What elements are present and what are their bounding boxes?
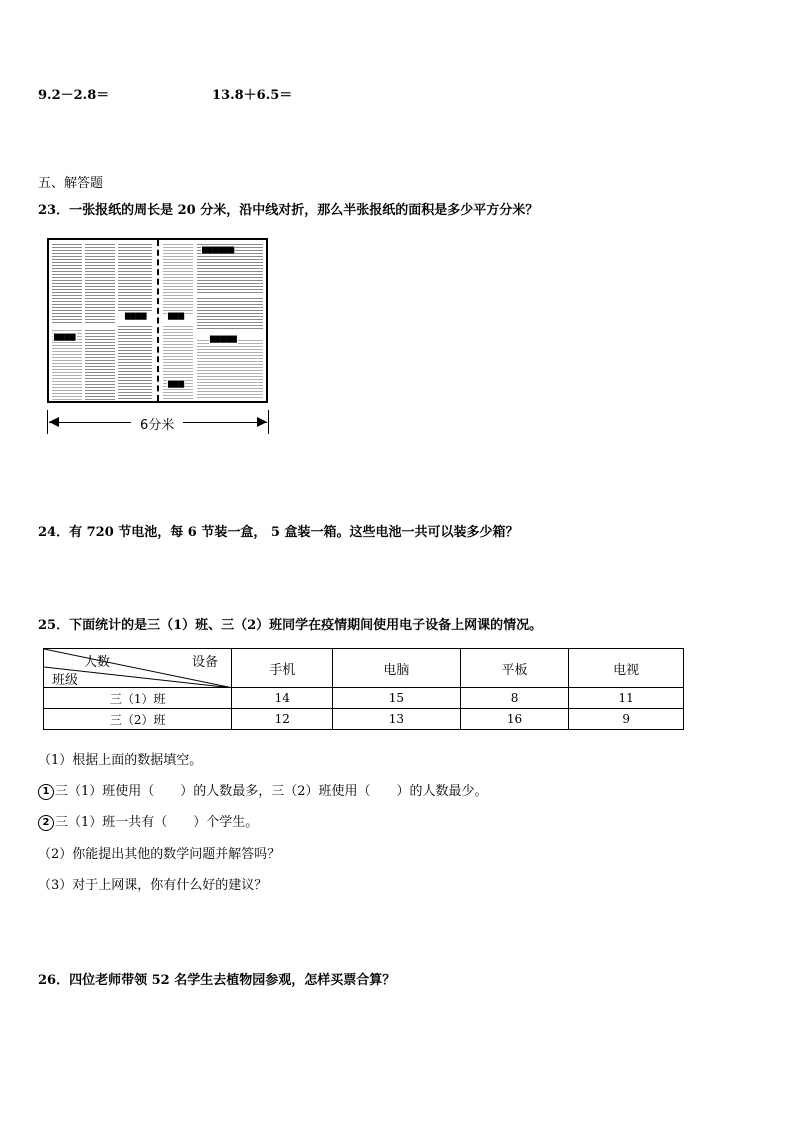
newspaper-headline: ▇▇▇▇▇ (210, 335, 237, 343)
stats-table (43, 648, 684, 730)
question-26: 26．四位老师带领 52 名学生去植物园参观，怎样买票合算？ (38, 973, 396, 988)
table-cell: 12 (232, 709, 333, 730)
column-header: 电视 (569, 649, 684, 688)
question-23: 23．一张报纸的周长是 20 分米，沿中线对折，那么半张报纸的面积是多少平方分米？ (38, 203, 539, 218)
newspaper-headline: ▇▇▇ (168, 312, 185, 320)
calc-expression-2: 13.8＋6.5＝ (212, 88, 293, 103)
dimension-tick-right (268, 410, 269, 434)
table-cell: 15 (333, 688, 461, 709)
table-cell: 16 (460, 709, 569, 730)
dimension-tick-left (47, 410, 48, 434)
column-header: 电脑 (333, 649, 461, 688)
column-header: 平板 (460, 649, 569, 688)
dimension-line-left (49, 422, 131, 423)
newspaper-headline: ▇▇▇▇ (125, 312, 147, 320)
dimension-label: 6分米 (140, 418, 175, 433)
corner-label-device: 设备 (192, 655, 219, 670)
corner-label-count: 人数 (84, 655, 111, 670)
corner-label-class: 班级 (52, 673, 79, 688)
circled-number-1: 1 (38, 784, 54, 800)
section-title: 五、解答题 (38, 176, 104, 191)
question-25: 25．下面统计的是三（1）班、三（2）班同学在疫情期间使用电子设备上网课的情况。 (38, 618, 543, 633)
column-header: 手机 (232, 649, 333, 688)
arrow-right-icon (257, 417, 267, 427)
table-cell: 8 (460, 688, 569, 709)
arrow-left-icon (49, 417, 59, 427)
circled-number-2: 2 (38, 815, 54, 831)
fill-item-2 (38, 811, 258, 831)
table-header-row (44, 649, 684, 688)
table-corner-cell (44, 649, 232, 688)
sub-question-1: （1）根据上面的数据填空。 (38, 753, 203, 768)
calc-expression-1: 9.2－2.8＝ (38, 88, 110, 103)
question-24: 24．有 720 节电池，每 6 节装一盒， 5 盒装一箱。这些电池一共可以装多少箱？ (38, 525, 519, 540)
row-label: 三（2）班 (44, 709, 232, 730)
fill-item-1-text: 三（1）班使用（ ）的人数最多，三（2）班使用（ ）的人数最少。 (55, 784, 488, 799)
fill-item-2-text: 三（1）班一共有（ ）个学生。 (55, 815, 259, 830)
newspaper-headline: ▇▇▇▇ (54, 333, 76, 341)
fold-line (157, 240, 159, 401)
sub-question-2: （2）你能提出其他的数学问题并解答吗？ (38, 847, 281, 862)
table-cell: 14 (232, 688, 333, 709)
dimension-line-right (183, 422, 267, 423)
row-label: 三（1）班 (44, 688, 232, 709)
table-cell: 13 (333, 709, 461, 730)
table-cell: 9 (569, 709, 684, 730)
newspaper-headline: ▇▇▇ (168, 380, 185, 388)
newspaper-headline: ▇▇▇▇▇▇ (202, 246, 235, 254)
table-cell: 11 (569, 688, 684, 709)
sub-question-3: （3）对于上网课，你有什么好的建议？ (38, 878, 268, 893)
table-row (44, 709, 684, 730)
newspaper-figure (47, 238, 268, 403)
fill-item-1 (38, 780, 488, 800)
table-row (44, 688, 684, 709)
